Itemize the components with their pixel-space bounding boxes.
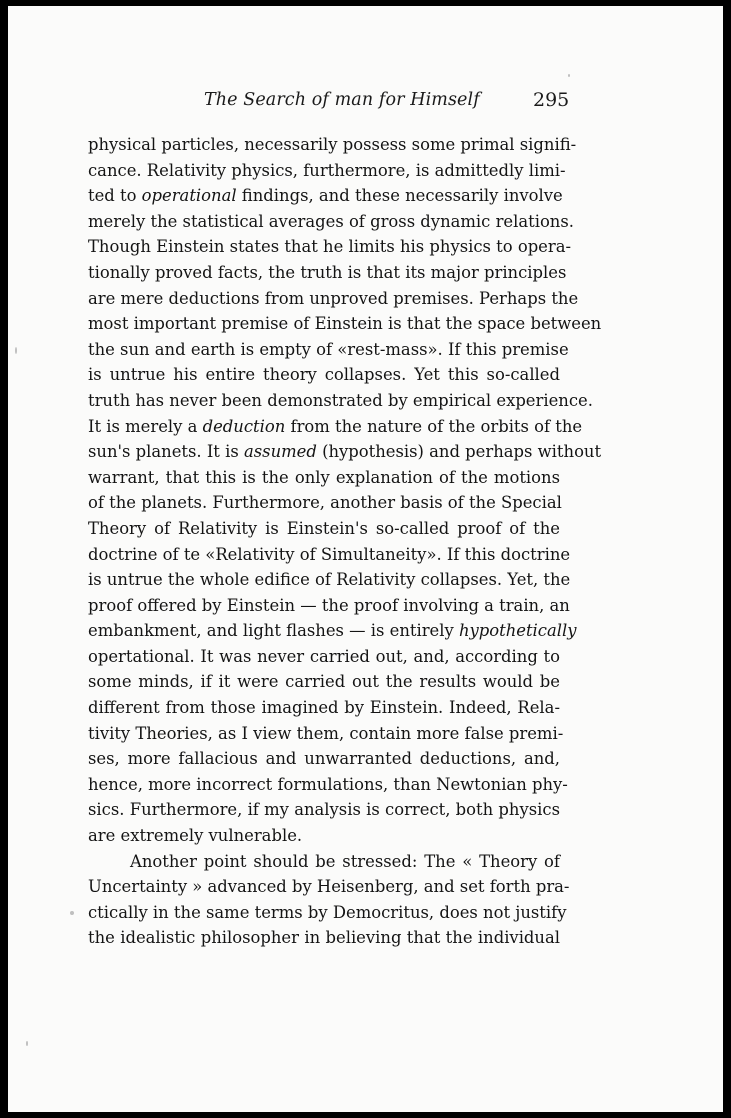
- text-line: embankment, and light flashes — is entirely hypothetically: [88, 621, 577, 641]
- text-line: Theory of Relativity is Einstein's so-called proof of the: [88, 518, 560, 538]
- page-header: [8, 90, 723, 120]
- text-line: physical particles, necessarily possess some primal signifi-: [88, 135, 577, 154]
- text-line: is untrue his entire theory collapses. Yet this so-called: [88, 365, 560, 385]
- italic-word: hypothetically: [458, 621, 577, 641]
- text-line: sun's planets. It is assumed (hypothesis) and perhaps without: [88, 442, 602, 462]
- text-line: sics. Furthermore, if my analysis is correct, both physics: [88, 800, 560, 820]
- italic-word: assumed: [243, 442, 317, 462]
- text-line: some minds, if it were carried out the results would be: [88, 672, 560, 692]
- paragraph-end-line: are extremely vulnerable.: [88, 826, 303, 846]
- text-line: the sun and earth is empty of «rest-mass». If this premise: [88, 339, 569, 359]
- text-line: Though Einstein states that he limits his physics to opera-: [88, 237, 572, 257]
- text-line: the idealistic philosopher in believing that the individual: [88, 928, 560, 948]
- paper-speck: [70, 911, 74, 915]
- text-line: are mere deductions from unproved premises. Perhaps the: [88, 288, 579, 308]
- italic-word: deduction: [202, 416, 286, 436]
- text-line: opertational. It was never carried out, and, according to: [88, 646, 560, 666]
- text-line: tionally proved facts, the truth is that its major principles: [88, 262, 567, 282]
- book-page: [8, 6, 723, 1112]
- paragraph-start-line: Another point should be stressed: The « Theory of: [130, 851, 560, 871]
- text-line: doctrine of te «Relativity of Simultaneity». If this doctrine: [88, 544, 571, 564]
- italic-word: operational: [141, 186, 237, 206]
- text-line: tivity Theories, as I view them, contain more false premi-: [88, 723, 564, 743]
- text-line: proof offered by Einstein — the proof involving a train, an: [88, 595, 570, 615]
- running-title: The Search of man for Himself: [204, 90, 480, 110]
- text-line: ted to operational findings, and these necessarily involve: [88, 186, 563, 206]
- paper-speck: [568, 74, 570, 77]
- text-line: of the planets. Furthermore, another basis of the Special: [88, 493, 562, 513]
- paper-speck: [15, 347, 17, 354]
- text-line: It is merely a deduction from the nature of the orbits of the: [88, 416, 583, 436]
- text-line: warrant, that this is the only explanation of the motions: [88, 467, 560, 487]
- text-line: Uncertainty » advanced by Heisenberg, and set forth pra-: [88, 877, 570, 897]
- text-line: hence, more incorrect formulations, than Newtonian phy-: [88, 774, 568, 794]
- text-line: is untrue the whole edifice of Relativity collapses. Yet, the: [88, 570, 571, 590]
- page-number: 295: [533, 89, 570, 111]
- text-line: merely the statistical averages of gross dynamic relations.: [88, 211, 574, 231]
- body-text: [88, 132, 602, 951]
- text-line: different from those imagined by Einstein. Indeed, Rela-: [88, 698, 560, 718]
- text-line: cance. Relativity physics, furthermore, is admittedly limi-: [88, 160, 566, 180]
- paper-speck: [26, 1041, 28, 1046]
- text-line: ses, more fallacious and unwarranted deductions, and,: [88, 749, 560, 769]
- text-line: truth has never been demonstrated by empirical experience.: [88, 390, 593, 410]
- text-line: ctically in the same terms by Democritus, does not justify: [88, 902, 567, 922]
- text-line: most important premise of Einstein is that the space between: [88, 314, 602, 334]
